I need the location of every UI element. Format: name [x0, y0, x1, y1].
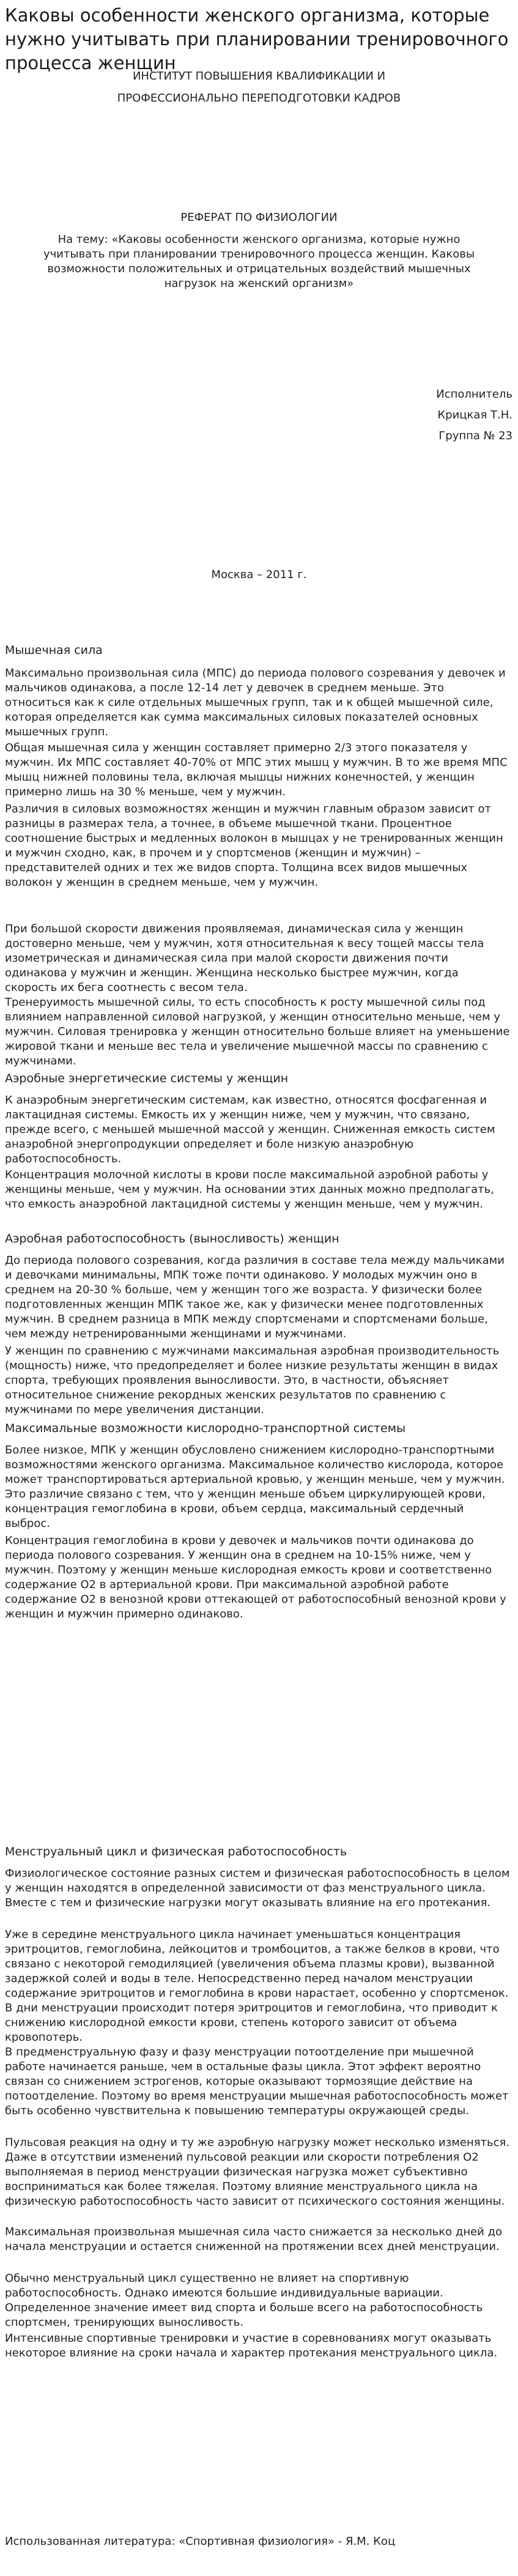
paragraph-cycle-6: Обычно менструальный цикл существенно не влияет на спортивную работоспособность. Однако имеются большие индивидуальные вариации. Определенное значение имеет вид спорта и больше всего на работоспособность спортсмен, тренирующих выносливость. — [5, 2272, 483, 2329]
city-year: Москва – 2011 г. — [211, 568, 307, 581]
paragraph-cycle-5: Максимальная произвольная мышечная сила часто снижается за несколько дней до начала менструации и остается сниженной на протяжении всех дней менструации. — [5, 2225, 503, 2253]
author-role: Исполнитель — [436, 388, 512, 401]
paragraph-strength-1: Максимально произвольная сила (МПС) до периода полового созревания у девочек и мальчиков одинакова, а после 12-14 лет у девочек в среднем меньше. Это относиться как к силе отдельных мышечных групп, так и к общей мышечной силе, которая определяется как сумма максимальных силовых показателей основных мышечных групп. — [5, 667, 506, 738]
paragraph-oxygen-2: Концентрация гемоглобина в крови у девочек и мальчиков почти одинакова до периода полового созревания. У женщин она в среднем на 10-15% ниже, чем у мужчин. Поэтому у женщин меньше кислородная емкость крови и соответственно содержание О2 в артериальной крови. При максимальной аэробной работе содержание О2 в венозной крови оттекающей от работоспособный венозной крови у женщин и мужчин примерно одинаково. — [5, 1534, 506, 1620]
paragraph-strength-4: При большой скорости движения проявляемая, динамическая сила у женщин достоверно меньше, чем у мужчин, хотя относительная к весу тощей массы тела изометрическая и динамическая сила при малой скорости движения почти одинакова у мужчин и женщин. Женщина несколько быстрее мужчин, когда скорость их бега соотнесть с весом тела. — [5, 922, 484, 994]
section-heading-cycle: Менструальный цикл и физическая работоспособность — [5, 1845, 347, 1858]
section-heading-strength: Мышечная сила — [5, 644, 103, 657]
essay-label: РЕФЕРАТ ПО ФИЗИОЛОГИИ — [180, 211, 338, 224]
page-title: Каковы особенности женского организма, которые нужно учитывать при планировании тренировочного процесса женщин — [5, 5, 509, 73]
author-name: Крицкая Т.Н. — [437, 409, 512, 421]
paragraph-cycle-4: Пульсовая реакция на одну и ту же аэробную нагрузку может несколько изменяться. Даже в отсутствии изменений пульсовой реакции или скорости потребления О2 выполняемая в период менструации физическая нагрузка может субъективно восприниматься как более тяжелая. Поэтому влияние менструального цикла на физическую работоспособность часто зависит от психического состояния женщины. — [5, 2136, 510, 2208]
paragraph-endurance-2: У женщин по сравнению с мужчинами максимальная аэробная производительность (мощность) ниже, что предопределяет и более низкие результаты женщин в видах спорта, требующих проявления выносливости. Это, в частности, объясняет относительное снижение рекордных женских результатов по сравнению с мужчинами по мере увеличения дистанции. — [5, 1345, 500, 1416]
essay-theme: На тему: «Каковы особенности женского организма, которые нужно учитывать при планировании тренировочного процесса женщин. Каковы возможности положительных и отрицательных воздействий мышечных нагрузок на женский организм» — [43, 233, 475, 290]
paragraph-strength-5: Тренеруимость мышечной силы, то есть способность к росту мышечной силы под влиянием направленной силовой нагрузкой, у женщин относительно меньше, чем у мужчин. Силовая тренировка у женщин относительно больше влияет на уменьшение жировой ткани и меньше вес тела и увеличение мышечной массы по сравнению с мужчинами. — [5, 996, 510, 1067]
references: Использованная литература: «Спортивная физиология» - Я.М. Коц — [5, 2535, 396, 2548]
paragraph-cycle-2: Уже в середине менструального цикла начинает уменьшаться концентрация эритроцитов, гемоглобина, лейкоцитов и тромбоцитов, а также белков в крови, что связано с некоторой гемодиляцией (увеличения объема плазмы крови), вызванной задержкой солей и воды в теле. Непосредственно перед началом менструации содержание эритроцитов и гемоглобина в крови нарастает, особенно у спортсменок. В дни менструации происходит потеря эритроцитов и гемоглобина, что приводит к снижению кислородной емкости крови, степень которого зависит от объема кровопотерь. — [5, 1928, 509, 2044]
author-group: Группа № 23 — [438, 429, 512, 442]
section-heading-aerobic: Аэробные энергетические системы у женщин — [5, 1072, 289, 1085]
paragraph-aerobic-1: К анаэробным энергетическим системам, как известно, относятся фосфагенная и лактацидная системы. Емкость их у женщин ниже, чем у мужчин, что связано, прежде всего, с меньшей мышечной массой у женщин. Сниженная емкость систем анаэробной энергопродукции определяет и боле низкую анаэробную работоспособность. — [5, 1094, 495, 1165]
paragraph-cycle-7: Интенсивные спортивные тренировки и участие в соревнованиях могут оказывать некоторое влияние на сроки начала и характер протекания менструального цикла. — [5, 2332, 498, 2359]
paragraph-aerobic-2: Концентрация молочной кислоты в крови после максимальной аэробной работы у женщины меньше, чем у мужчин. На основании этих данных можно предполагать, что емкость анаэробной лактацидной системы у женщин меньше, чем у мужчин. — [5, 1168, 494, 1211]
institute-line-2: ПРОФЕССИОНАЛЬНО ПЕРЕПОДГОТОВКИ КАДРОВ — [117, 92, 401, 105]
paragraph-endurance-1: До периода полового созревания, когда различия в составе тела между мальчиками и девочками минимальны, МПК тоже почти одинаково. У молодых мужчин оно в среднем на 20-30 % больше, чем у женщин того же возраста. У физически более подготовленных женщин МПК такое же, как у физически менее подготовленных мужчин. В среднем разница в МПК между спортсменами и спортсменами больше, чем между нетренированными женщинами и мужчинами. — [5, 1254, 505, 1340]
paragraph-strength-3: Различия в силовых возможностях женщин и мужчин главным образом зависит от разницы в размерах тела, а точнее, в объеме мышечной ткани. Процентное соотношение быстрых и медленных волокон в мышцах у не тренированных женщин и мужчин сходно, как, в прочем и у спортсменов (женщин и мужчин) – представителей одних и тех же видов спорта. Толщина всех видов мышечных волокон у женщин в среднем меньше, чем у мужчин. — [5, 803, 503, 889]
section-heading-oxygen: Максимальные возможности кислородно-транспортной системы — [5, 1422, 406, 1435]
paragraph-strength-2: Общая мышечная сила у женщин составляет примерно 2/3 этого показателя у мужчин. Их МПС составляет 40-70% от МПС этих мышц у мужчин. В то же время МПС мышц нижней половины тела, включая мышцы нижних конечностей, у женщин примерно лишь на 30 % меньше, чем у мужчин. — [5, 741, 508, 798]
institute-line-1: ИНСТИТУТ ПОВЫШЕНИЯ КВАЛИФИКАЦИИ И — [132, 70, 386, 83]
paragraph-cycle-3: В предменструальную фазу и фазу менструации потоотделение при мышечной работе начинается раньше, чем в остальные фазы цикла. Этот эффект вероятно связан со снижением эстрогенов, которые оказывают тормозящие действие на потоотделение. Поэтому во время менструации мышечная работоспособность может быть особенно чувствительна к повышению температуры окружающей среды. — [5, 2046, 509, 2117]
paragraph-cycle-1: Физиологическое состояние разных систем и физическая работоспособность в целом у женщин находятся в определенной зависимости от фаз менструального цикла. Вместе с тем и физические нагрузки могут оказывать влияние на его протекания. — [5, 1867, 510, 1909]
section-heading-endurance: Аэробная работоспособность (выносливость) женщин — [5, 1232, 339, 1245]
paragraph-oxygen-1: Более низкое, МПК у женщин обусловлено снижением кислородно-транспортными возможностями женского организма. Максимальное количество кислорода, которое может транспортироваться артериальной кровью, у женщин меньше, чем у мужчин. Это различие связано с тем, что у женщин меньше объем циркулирующей крови, концентрация гемоглобина в крови, объем сердца, максимальный сердечный выброс. — [5, 1444, 505, 1530]
